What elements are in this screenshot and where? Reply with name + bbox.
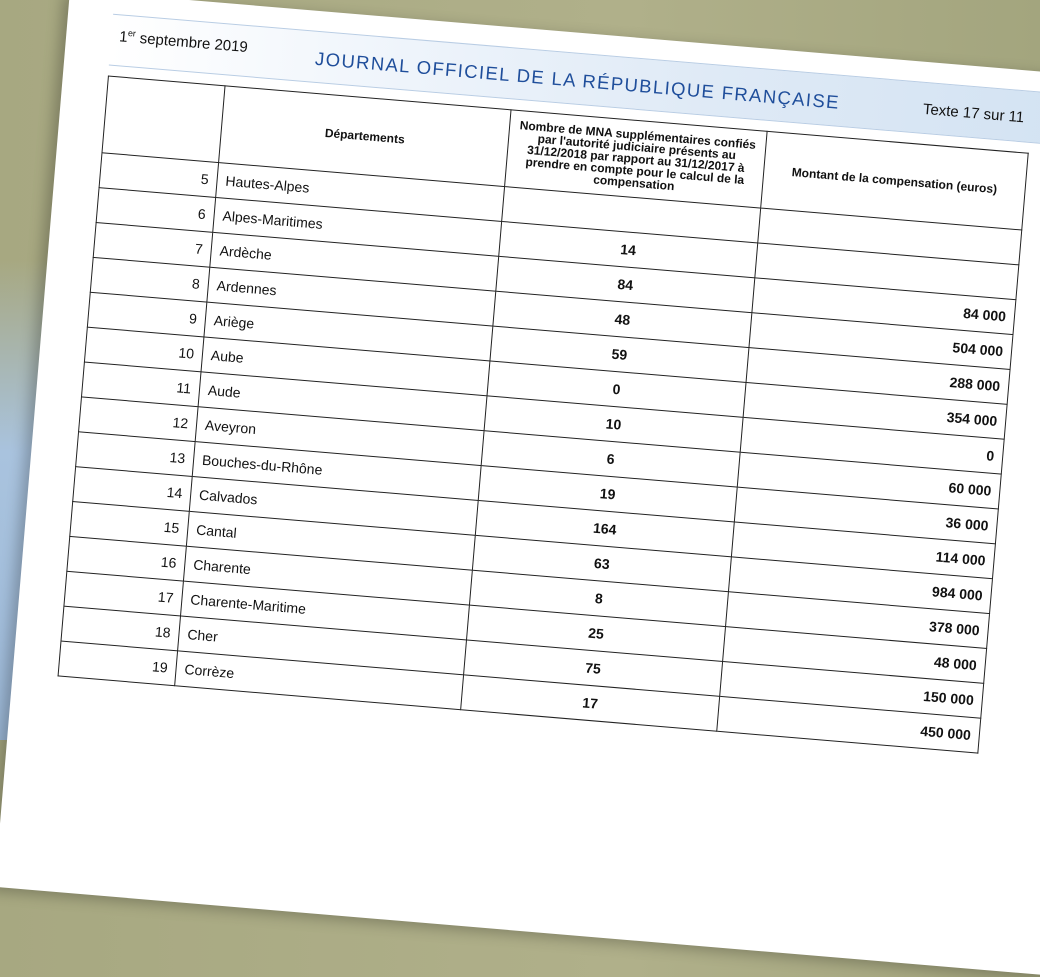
row-number: 16 [67,536,187,581]
row-number: 7 [93,223,213,268]
row-mna-count: 6 [481,431,740,487]
row-department: Charente-Maritime [181,581,470,640]
row-amount: 114 000 [731,522,995,579]
row-number: 19 [58,641,178,686]
row-mna-count: 17 [461,675,720,731]
row-amount: 984 000 [728,557,992,614]
row-number: 12 [79,397,199,442]
header-montant: Montant de la compensation (euros) [761,131,1029,230]
row-department: Corrèze [175,651,464,710]
row-mna-count: 63 [472,535,731,591]
row-amount: 504 000 [749,313,1013,370]
row-department: Ariège [204,302,493,361]
row-mna-count: 19 [478,466,737,522]
texte-reference: Texte 17 sur 11 [922,100,1025,127]
row-number: 11 [81,362,201,407]
row-department: Cher [178,616,467,675]
header-date [119,27,249,56]
row-department: Bouches-du-Rhône [192,442,481,501]
date-superscript: er [127,28,137,39]
row-number: 14 [73,467,193,512]
row-amount: 36 000 [734,487,998,544]
row-mna-count: 164 [475,500,734,556]
row-mna-count: 14 [499,221,758,277]
header-nombre-mna: Nombre de MNA supplémentaires confiés par l'autorité judiciaire présents au 31/12/2018 par rapport au 31/12/2017 à prendre en compte pour le calcul de la compensation [505,110,768,208]
row-number: 13 [76,432,196,477]
row-department: Ardèche [210,232,499,291]
row-department: Aube [201,337,490,396]
table-body [58,153,1022,753]
row-number: 8 [90,257,210,302]
row-amount: 288 000 [746,348,1010,405]
row-mna-count: 59 [490,326,749,382]
row-department: Charente [183,546,472,605]
row-department: Ardennes [207,267,496,326]
row-number: 9 [87,292,207,337]
header-number-cell [102,76,225,163]
row-amount: 354 000 [743,382,1007,439]
row-amount: 0 [740,417,1004,474]
row-department: Aveyron [195,407,484,466]
row-amount: 450 000 [717,696,981,753]
row-mna-count: 48 [493,291,752,347]
date-day: 1 [118,28,129,46]
row-mna-count: 10 [484,396,743,452]
row-department: Hautes-Alpes [216,163,505,222]
row-department: Cantal [186,511,475,570]
header-departements: Départements [219,86,511,187]
page-content [109,14,1040,743]
row-number: 6 [96,188,216,233]
row-department: Calvados [189,476,478,535]
date-rest: septembre 2019 [139,30,249,57]
row-amount: 60 000 [737,452,1001,509]
row-amount: 150 000 [720,661,984,718]
row-mna-count: 84 [496,256,755,312]
row-mna-count: 75 [464,640,723,696]
row-number: 18 [61,606,181,651]
row-mna-count: 25 [467,605,726,661]
row-amount: 378 000 [726,592,990,649]
compensation-table [58,75,1029,753]
row-amount: 84 000 [752,278,1016,335]
row-number: 10 [84,327,204,372]
row-number: 17 [64,571,184,616]
journal-title: JOURNAL OFFICIEL DE LA RÉPUBLIQUE FRANÇAISE [314,47,841,113]
row-mna-count: 0 [487,361,746,417]
row-mna-count: 8 [469,570,728,626]
row-amount: 48 000 [723,627,987,684]
row-number: 15 [70,502,190,547]
row-department: Aude [198,372,487,431]
row-number: 5 [99,153,219,198]
row-department: Alpes-Maritimes [213,197,502,256]
